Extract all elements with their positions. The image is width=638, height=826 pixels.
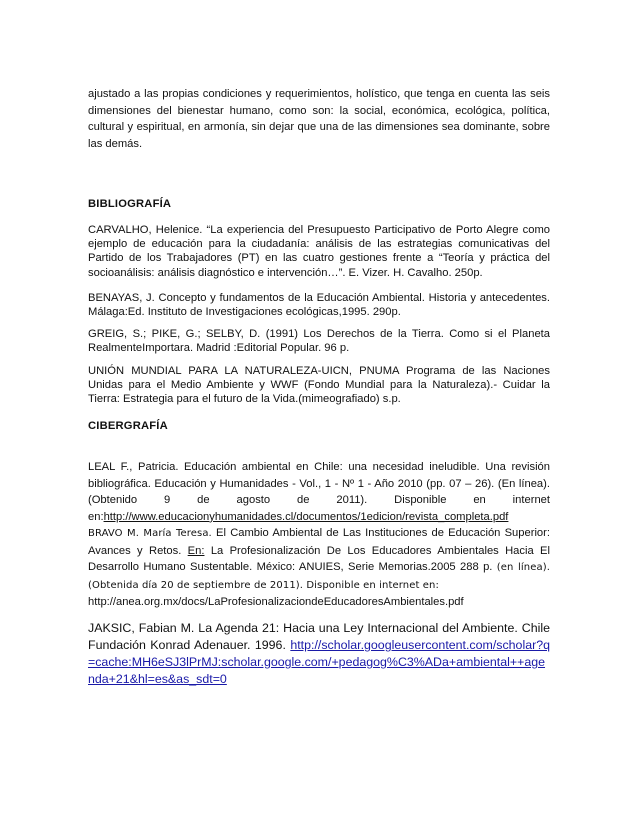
- bravo-online: (en línea). (Obtenida día 20 de septiembre de 2011). Disponible en internet en:: [88, 562, 550, 591]
- leal-text: LEAL F., Patricia. Educación ambiental en Chile: una necesidad ineludible. Una revisión bibliográfica. Educación y Humanidades - Vol., 1 - Nº 1 - Año 2010 (pp. 07 – 26). (En línea). (Obtenido 9 de agosto de 2011). Disponible en internet en:: [88, 461, 550, 523]
- bravo-url[interactable]: http://anea.org.mx/docs/LaProfesionalizaciondeEducadoresAmbientales.pdf: [88, 596, 464, 609]
- bibliografia-heading: BIBLIOGRAFÍA: [88, 198, 172, 210]
- bib-entry-uicn: UNIÓN MUNDIAL PARA LA NATURALEZA-UICN, PNUMA Programa de las Naciones Unidas para el Medio Ambiente y WWF (Fondo Mundial para la Naturaleza).- Cuidar la Tierra: Estrategia para el futuro de la Vida.(mimeografiado) s.p.: [88, 365, 550, 406]
- bib-entry-carvalho: CARVALHO, Helenice. “La experiencia del Presupuesto Participativo de Porto Alegre como ejemplo de educación para la ciudadanía: análisis de las estrategias comunicativas del Partido de los Trabajadores (PT) en las cuatro gestiones frente a “Teoría y práctica del socioanálisis: análisis diagnóstico e intervención…”. E. Vizer. H. Cavalho. 250p.: [88, 224, 550, 279]
- ciber-entry-leal: [88, 459, 550, 525]
- ciber-entry-jaksic: [88, 620, 550, 688]
- bravo-text: La Profesionalización De Los Educadores Ambientales Hacia El Desarrollo Humano Sustentable. México: ANUIES, Serie Memorias.2005 288 p.: [88, 544, 550, 574]
- leal-url-link[interactable]: http://www.educacionyhumanidades.cl/documentos/1edicion/revista_completa.pdf: [103, 510, 509, 523]
- bravo-en-label: En:: [187, 544, 205, 557]
- bravo-author: BRAVO M. María Teresa.: [88, 528, 212, 539]
- bib-entry-greig: GREIG, S.; PIKE, G.; SELBY, D. (1991) Los Derechos de la Tierra. Como si el Planeta RealmenteImportara. Madrid :Editorial Popular. 96 p.: [88, 328, 550, 355]
- intro-paragraph: ajustado a las propias condiciones y requerimientos, holístico, que tenga en cuenta las seis dimensiones del bienestar humano, como son: la social, económica, ecológica, política, cultural y espiritual, en armonía, sin dejar que una de las dimensiones sea dominante, sobre las demás.: [88, 88, 550, 150]
- jaksic-url-link[interactable]: http://scholar.googleusercontent.com/scholar?q=cache:MH6eSJ3lPrMJ:scholar.google.com/+pedagog%C3%ADa+ambiental++agenda+21&hl=es&as_sdt=0: [88, 638, 550, 686]
- ciber-entry-bravo: [88, 525, 550, 611]
- jaksic-text: JAKSIC, Fabian M. La Agenda 21: Hacia una Ley Internacional del Ambiente. Chile Fundación Konrad Adenauer. 1996.: [88, 621, 550, 652]
- bib-entry-benayas: BENAYAS, J. Concepto y fundamentos de la Educación Ambiental. Historia y antecedentes. Málaga:Ed. Instituto de Investigaciones ecológicas,1995. 290p.: [88, 292, 550, 319]
- cibergrafia-heading: CIBERGRAFÍA: [88, 420, 168, 432]
- bravo-title: El Cambio Ambiental de Las Instituciones de Educación Superior: Avances y Retos.: [88, 527, 550, 557]
